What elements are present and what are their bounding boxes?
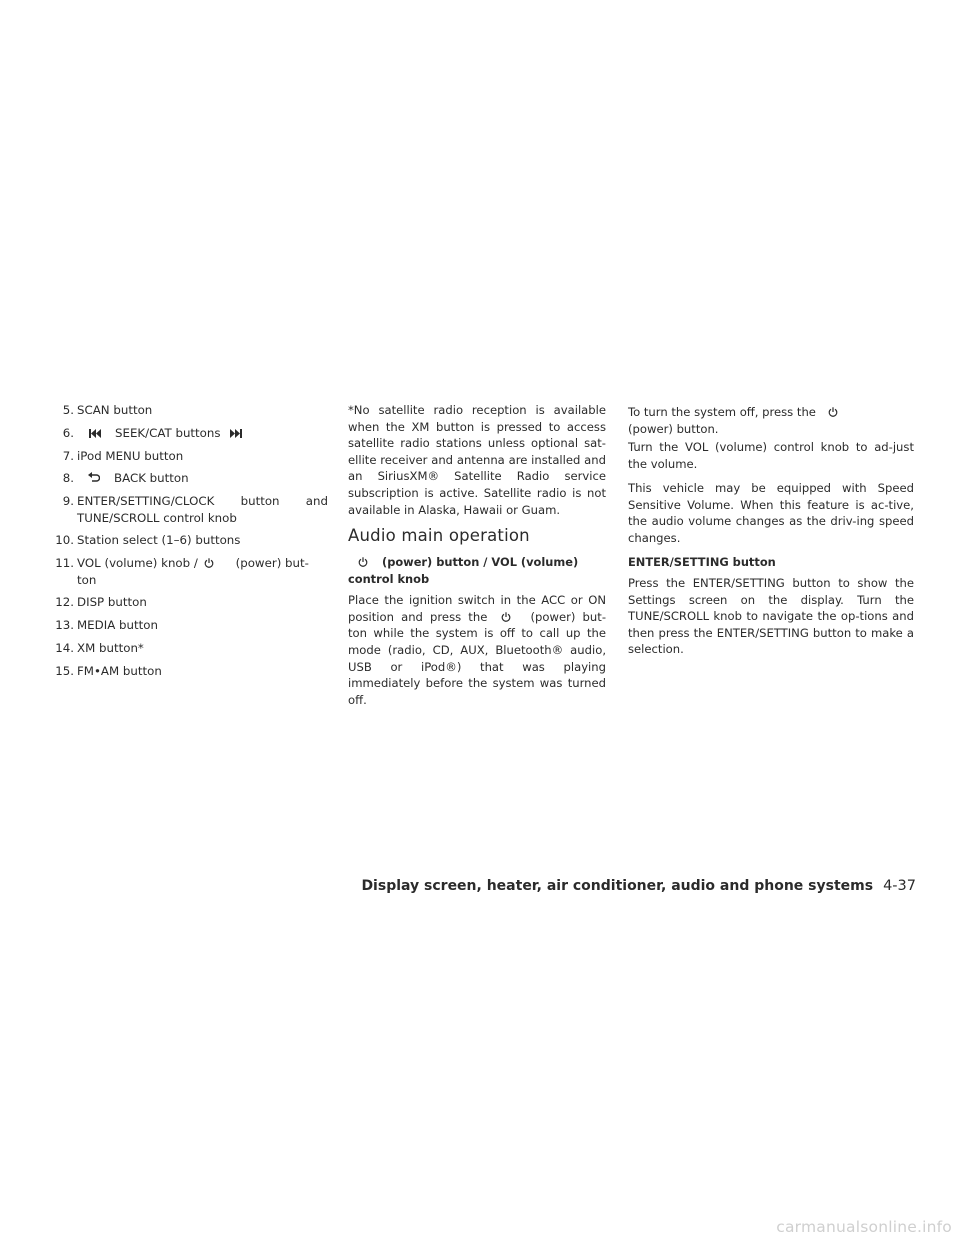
audio-operation-column — [348, 402, 606, 716]
enter-setting-subheading: ENTER/SETTING button — [628, 554, 776, 569]
volume-settings-column — [628, 404, 914, 666]
list-item: 6. SEEK/CAT buttons — [50, 425, 328, 441]
satellite-note: *No satellite radio reception is available when the XM button is pressed to access satellite radio stations unless optional sat-ellite receiver and antenna are installed and an SiriusXM® Satellite Radio service subscription is active. Satellite radio is not available in Alaska, Hawaii or Guam. — [348, 403, 606, 517]
power-on-paragraph: Place the ignition switch in the ACC or ON position and press the (power) but-ton while the system is off to call up the mode (radio, CD, AUX, Bluetooth® audio, USB or iPod®) that was playing immediately before the system was turned off. — [348, 593, 606, 707]
power-icon — [501, 612, 511, 622]
power-icon — [204, 558, 214, 568]
volume-paragraph: Turn the VOL (volume) control knob to ad-just the volume. — [628, 440, 914, 471]
power-icon — [358, 557, 368, 567]
seek-forward-icon — [230, 429, 242, 438]
page-footer — [0, 877, 916, 895]
seek-back-icon — [89, 429, 101, 438]
speed-volume-paragraph: This vehicle may be equipped with Speed Sensitive Volume. When this feature is ac-tive, the audio volume changes as the driv-ing speed changes. — [628, 480, 914, 545]
list-item: 13. MEDIA button — [55, 618, 158, 633]
list-item: 10. Station select (1–6) buttons — [55, 533, 241, 548]
list-item: 12. DISP button — [55, 595, 147, 610]
chapter-title: Display screen, heater, air conditioner, audio and phone systems — [361, 878, 874, 894]
power-off-paragraph: To turn the system off, press the (power) button. — [628, 404, 914, 437]
section-heading: Audio main operation — [348, 526, 530, 546]
page-number: 4-37 — [883, 878, 916, 894]
list-item: 8. BACK button — [62, 471, 189, 486]
list-item: 15. FM•AM button — [55, 663, 162, 678]
list-item: 9. ENTER/SETTING/CLOCK button and TUNE/SCROLL control knob — [62, 494, 328, 525]
power-vol-subheading: (power) button / VOL (volume) control knob — [348, 555, 579, 587]
back-arrow-icon — [88, 472, 100, 483]
enter-setting-paragraph: Press the ENTER/SETTING button to show the Settings screen on the display. Turn the TUNE/SCROLL knob to navigate the op-tions and then press the ENTER/SETTING button to make a selection. — [628, 575, 914, 657]
controls-list — [50, 402, 328, 686]
list-item: 11. VOL (volume) knob / (power) but- ton — [55, 556, 309, 587]
list-item: 5. SCAN button — [62, 403, 153, 417]
power-icon — [828, 407, 838, 417]
watermark: carmanualsonline.info — [776, 1218, 952, 1236]
list-item: 14. XM button* — [55, 640, 144, 655]
list-item: 7. iPod MENU button — [62, 448, 184, 463]
